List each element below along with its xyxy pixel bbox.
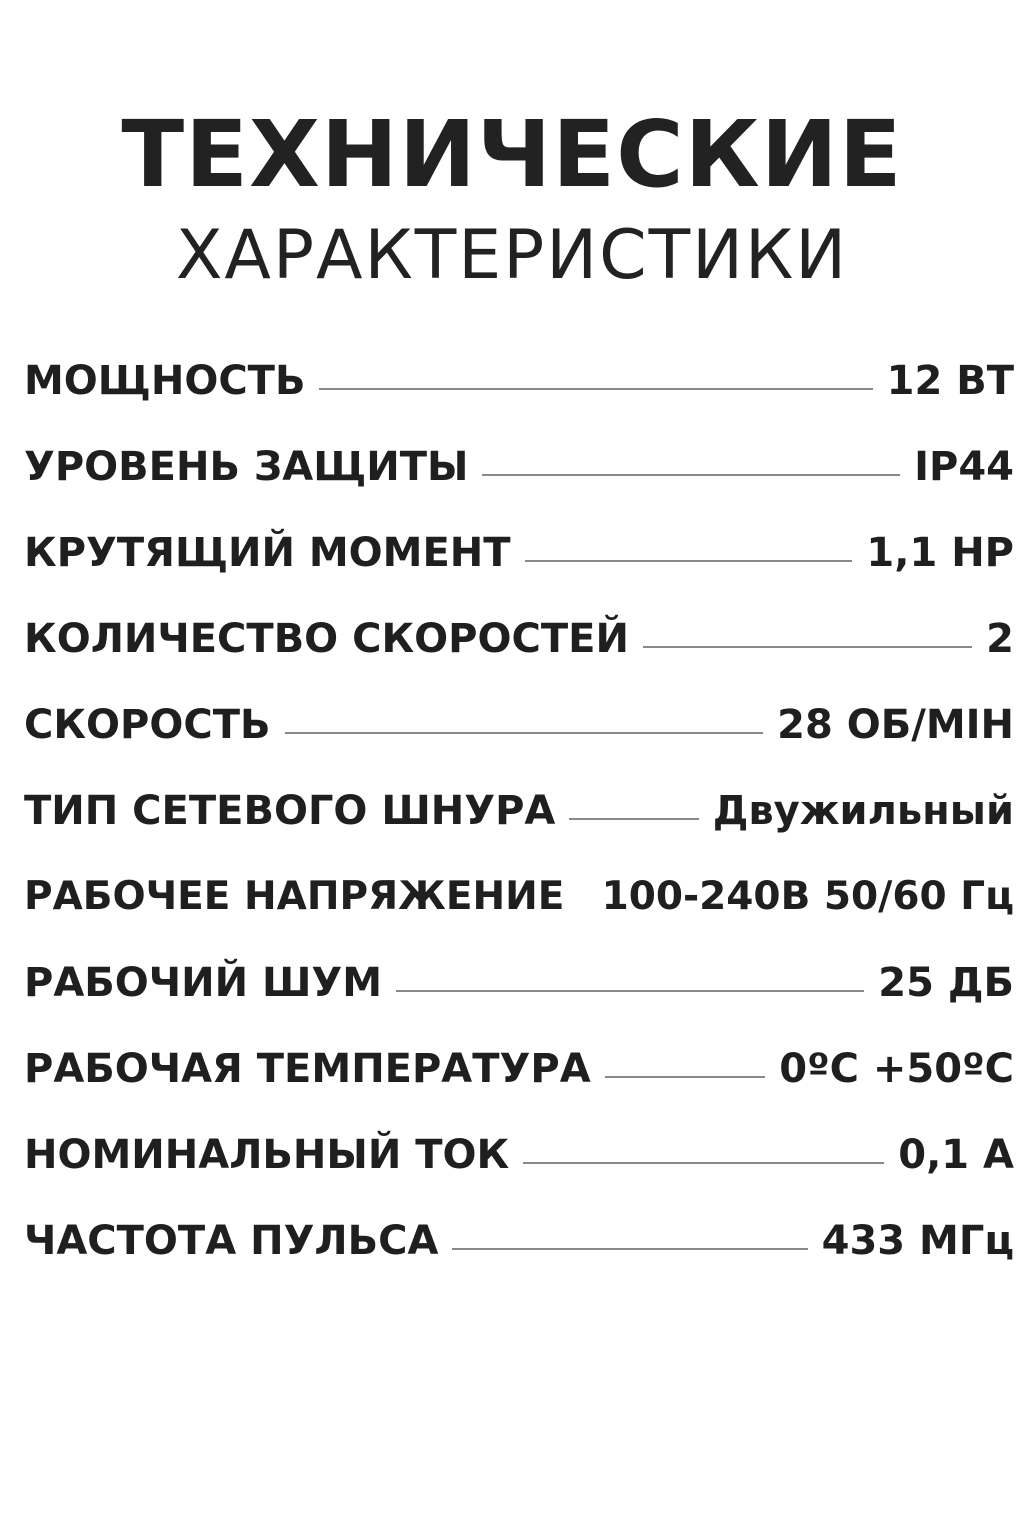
spec-row-pulse-frequency — [24, 1218, 1014, 1304]
spec-row-power — [24, 358, 1014, 444]
spec-label: КОЛИЧЕСТВО СКОРОСТЕЙ — [24, 616, 629, 662]
spec-label: НОМИНАЛЬНЫЙ ТОК — [24, 1132, 510, 1178]
spec-row-voltage — [24, 874, 1014, 960]
leader-line — [605, 1076, 766, 1078]
spec-row-protection — [24, 444, 1014, 530]
spec-value: 28 ОБ/МІН — [777, 702, 1014, 748]
page-subtitle: ХАРАКТЕРИСТИКИ — [175, 216, 849, 295]
spec-value: Двужильный — [712, 788, 1014, 834]
spec-label: ТИП СЕТЕВОГО ШНУРА — [24, 788, 556, 834]
spec-value: 433 МГц — [821, 1218, 1014, 1264]
spec-value: 2 — [986, 616, 1014, 662]
spec-row-current — [24, 1132, 1014, 1218]
spec-row-torque — [24, 530, 1014, 616]
spec-label: РАБОЧАЯ ТЕМПЕРАТУРА — [24, 1046, 591, 1092]
spec-label: РАБОЧИЙ ШУМ — [24, 960, 383, 1006]
spec-label: КРУТЯЩИЙ МОМЕНТ — [24, 530, 511, 576]
leader-line — [319, 388, 872, 390]
spec-label: РАБОЧЕЕ НАПРЯЖЕНИЕ — [24, 874, 565, 919]
page-title: ТЕХНИЧЕСКИЕ — [121, 101, 903, 208]
spec-row-speed — [24, 702, 1014, 788]
spec-value: 12 ВТ — [886, 358, 1014, 404]
leader-line — [285, 732, 764, 734]
spec-row-speed-count — [24, 616, 1014, 702]
leader-line — [396, 990, 864, 992]
leader-line — [643, 646, 972, 648]
leader-line — [523, 1162, 884, 1164]
spec-label: МОЩНОСТЬ — [24, 358, 306, 404]
leader-line — [525, 560, 853, 562]
spec-value: 100-240В 50/60 Гц — [601, 874, 1014, 919]
spec-row-temperature — [24, 1046, 1014, 1132]
spec-row-cord-type — [24, 788, 1014, 874]
spec-label: ЧАСТОТА ПУЛЬСА — [24, 1218, 439, 1264]
spec-value: 1,1 HP — [866, 530, 1014, 576]
spec-value: 25 ДБ — [878, 960, 1014, 1006]
spec-list — [24, 358, 1014, 1304]
spec-value: 0ºC +50ºC — [779, 1046, 1014, 1092]
leader-line — [482, 474, 900, 476]
leader-line — [452, 1248, 807, 1250]
page-title-block — [0, 100, 1024, 296]
spec-label: УРОВЕНЬ ЗАЩИТЫ — [24, 444, 469, 490]
spec-value: 0,1 А — [898, 1132, 1014, 1178]
spec-row-noise — [24, 960, 1014, 1046]
spec-label: СКОРОСТЬ — [24, 702, 271, 748]
spec-value: IP44 — [914, 444, 1014, 490]
leader-line — [569, 818, 698, 820]
